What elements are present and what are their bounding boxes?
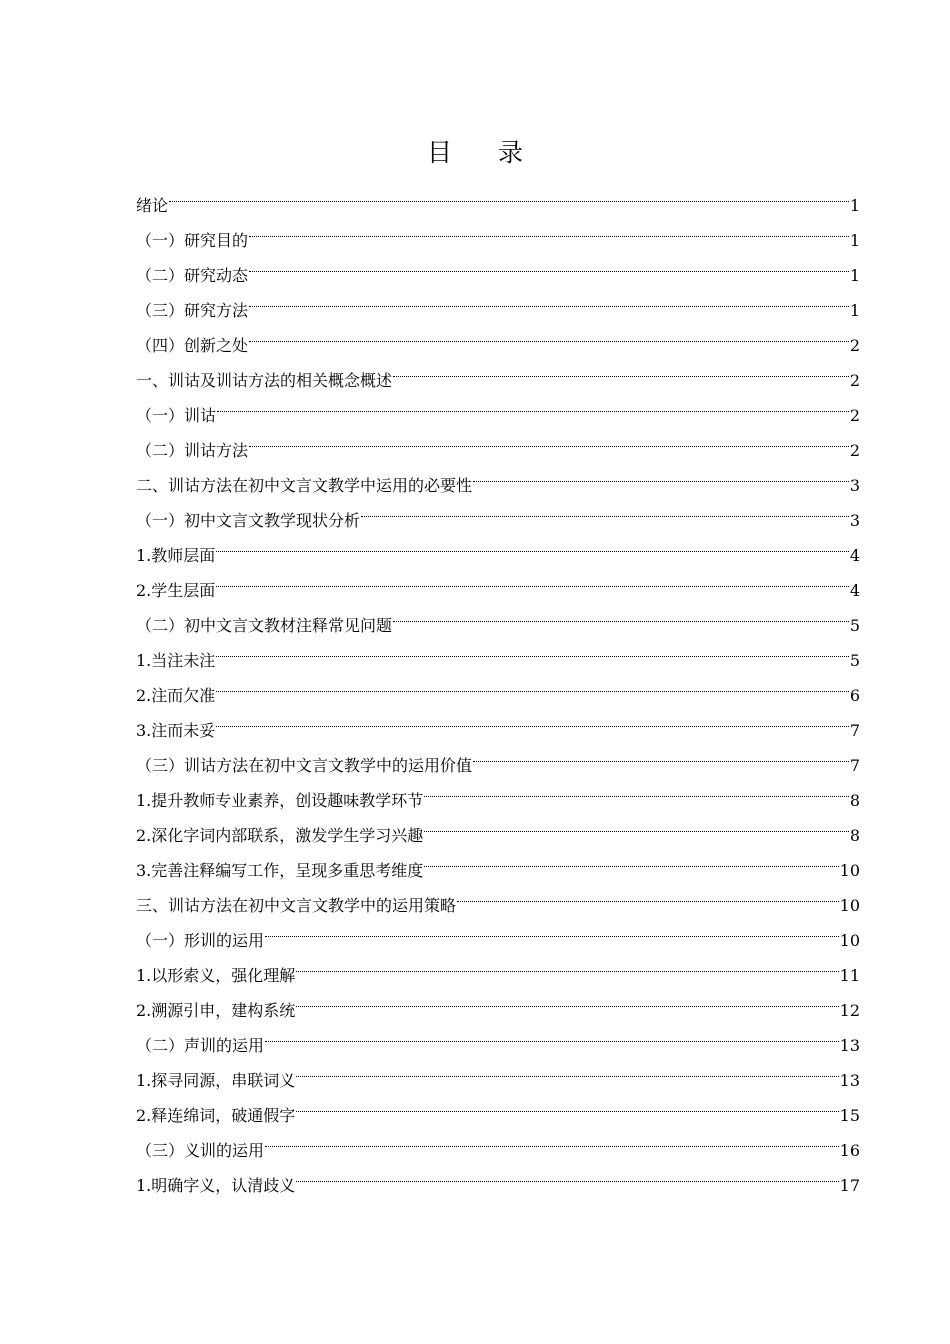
- toc-entry-label: （二）训诂方法: [136, 441, 249, 460]
- toc-entry[interactable]: [136, 631, 860, 670]
- toc-entry[interactable]: [136, 561, 860, 600]
- toc-entry-page: 12: [839, 1001, 860, 1020]
- toc-leader-dots: [295, 1156, 839, 1191]
- toc-entry-page: 17: [839, 1176, 860, 1195]
- toc-leader-dots: [295, 981, 839, 1016]
- toc-entry-label: （一）研究目的: [136, 231, 249, 250]
- toc-leader-dots: [392, 351, 850, 386]
- toc-entry[interactable]: [136, 736, 860, 775]
- toc-title: [0, 136, 950, 170]
- toc-entry-label: 三、训诂方法在初中文言文教学中的运用策略: [136, 896, 457, 915]
- toc-leader-dots: [472, 456, 850, 491]
- toc-entry[interactable]: [136, 666, 860, 705]
- toc-entry-page: 1: [849, 196, 860, 215]
- toc-entry[interactable]: [136, 386, 860, 425]
- toc-entry-label: 2.释连绵词，破通假字: [136, 1106, 296, 1125]
- toc-entry-page: 15: [839, 1106, 860, 1125]
- toc-leader-dots: [248, 246, 850, 281]
- toc-leader-dots: [295, 1086, 839, 1121]
- toc-leader-dots: [215, 526, 850, 561]
- toc-entry-page: 4: [849, 581, 860, 600]
- toc-entry-label: 2.溯源引申，建构系统: [136, 1001, 296, 1020]
- toc-entry-page: 10: [839, 896, 860, 915]
- toc-entry-label: 2.学生层面: [136, 581, 216, 600]
- toc-entry-page: 5: [849, 651, 860, 670]
- toc-leader-dots: [360, 491, 850, 526]
- toc-leader-dots: [248, 316, 850, 351]
- toc-entry-page: 13: [839, 1071, 860, 1090]
- toc-entry[interactable]: [136, 211, 860, 250]
- toc-entry-page: 11: [839, 966, 860, 985]
- toc-leader-dots: [168, 176, 850, 211]
- toc-leader-dots: [472, 736, 850, 771]
- toc-entry-label: 3.注而未妥: [136, 721, 216, 740]
- toc-entry-label: 2.深化字词内部联系，激发学生学习兴趣: [136, 826, 424, 845]
- toc-leader-dots: [456, 876, 840, 911]
- toc-list: [136, 176, 860, 1195]
- toc-entry-page: 2: [849, 441, 860, 460]
- toc-entry[interactable]: [136, 421, 860, 460]
- toc-entry-label: （一）训诂: [136, 406, 217, 425]
- toc-entry-label: （三）训诂方法在初中文言文教学中的运用价值: [136, 756, 473, 775]
- toc-entry-page: 16: [839, 1141, 860, 1160]
- toc-entry-page: 3: [849, 511, 860, 530]
- toc-entry-label: 绪论: [136, 196, 169, 215]
- toc-entry-label: （二）研究动态: [136, 266, 249, 285]
- toc-entry-page: 7: [849, 721, 860, 740]
- toc-entry-page: 2: [849, 371, 860, 390]
- toc-title-part-2: 录: [498, 138, 524, 167]
- toc-leader-dots: [295, 946, 839, 981]
- toc-entry-label: 1.明确字义，认清歧义: [136, 1176, 296, 1195]
- toc-entry-label: 2.注而欠准: [136, 686, 216, 705]
- toc-entry-label: （一）初中文言文教学现状分析: [136, 511, 361, 530]
- toc-entry-page: 8: [849, 791, 860, 810]
- toc-entry-page: 5: [849, 616, 860, 635]
- toc-entry-page: 1: [849, 231, 860, 250]
- toc-entry-label: （二）声训的运用: [136, 1036, 265, 1055]
- toc-entry-page: 8: [849, 826, 860, 845]
- toc-entry-label: 1.以形索义，强化理解: [136, 966, 296, 985]
- toc-entry-page: 4: [849, 546, 860, 565]
- toc-entry-page: 10: [839, 861, 860, 880]
- toc-entry-label: 1.教师层面: [136, 546, 216, 565]
- toc-leader-dots: [392, 596, 850, 631]
- toc-entry-label: 1.当注未注: [136, 651, 216, 670]
- toc-entry-page: 2: [849, 406, 860, 425]
- toc-entry-page: 1: [849, 266, 860, 285]
- toc-entry-page: 6: [849, 686, 860, 705]
- toc-leader-dots: [215, 561, 850, 596]
- toc-entry[interactable]: [136, 596, 860, 635]
- toc-entry-label: （三）研究方法: [136, 301, 249, 320]
- toc-leader-dots: [423, 841, 839, 876]
- toc-entry-page: 1: [849, 301, 860, 320]
- toc-entry-label: 3.完善注释编写工作，呈现多重思考维度: [136, 861, 424, 880]
- toc-leader-dots: [215, 631, 850, 666]
- toc-title-part-1: 目: [426, 138, 452, 167]
- toc-leader-dots: [264, 1016, 840, 1051]
- toc-leader-dots: [248, 421, 850, 456]
- toc-entry-label: 1.提升教师专业素养，创设趣味教学环节: [136, 791, 424, 810]
- toc-entry-label: （二）初中文言文教材注释常见问题: [136, 616, 393, 635]
- toc-entry-page: 10: [839, 931, 860, 950]
- toc-leader-dots: [215, 701, 850, 736]
- toc-leader-dots: [215, 666, 850, 701]
- toc-entry[interactable]: [136, 701, 860, 740]
- toc-entry-label: （三）义训的运用: [136, 1141, 265, 1160]
- toc-entry-label: 一、训诂及训诂方法的相关概念概述: [136, 371, 393, 390]
- toc-leader-dots: [216, 386, 850, 421]
- toc-entry-label: （一）形训的运用: [136, 931, 265, 950]
- toc-entry-page: 7: [849, 756, 860, 775]
- toc-leader-dots: [423, 771, 850, 806]
- toc-entry-page: 2: [849, 336, 860, 355]
- toc-entry-label: 二、训诂方法在初中文言文教学中运用的必要性: [136, 476, 473, 495]
- toc-leader-dots: [248, 281, 850, 316]
- toc-entry-label: （四）创新之处: [136, 336, 249, 355]
- toc-leader-dots: [248, 211, 850, 246]
- toc-entry-page: 3: [849, 476, 860, 495]
- toc-leader-dots: [423, 806, 850, 841]
- toc-entry[interactable]: [136, 176, 860, 215]
- toc-entry-label: 1.探寻同源，串联词义: [136, 1071, 296, 1090]
- toc-leader-dots: [264, 1121, 840, 1156]
- toc-entry[interactable]: [136, 526, 860, 565]
- toc-entry-page: 13: [839, 1036, 860, 1055]
- toc-leader-dots: [295, 1051, 839, 1086]
- toc-leader-dots: [264, 911, 840, 946]
